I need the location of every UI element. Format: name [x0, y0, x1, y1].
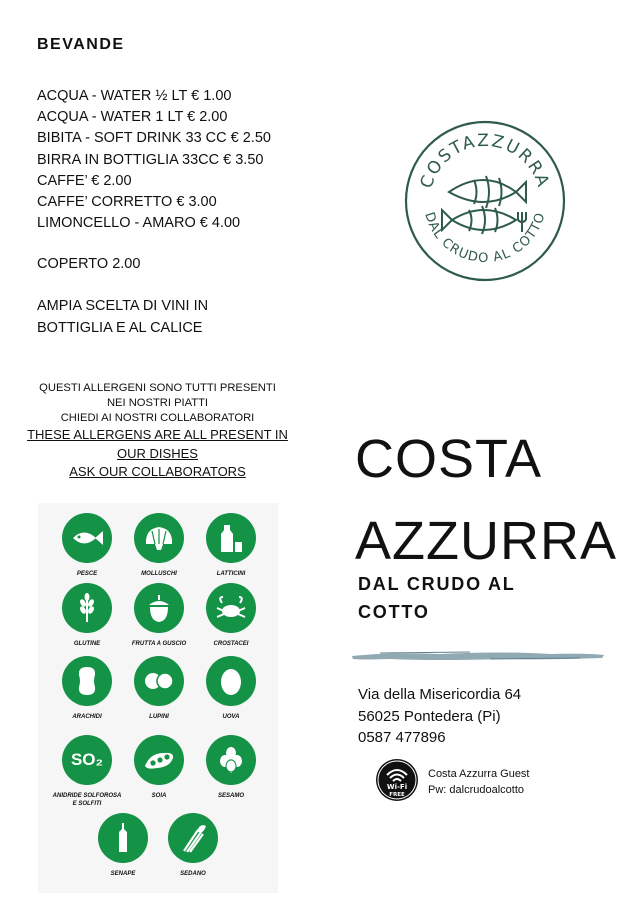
notice-line: ASK OUR COLLABORATORS	[69, 464, 246, 479]
allergen-soia	[124, 735, 194, 801]
allergen-solfiti	[52, 735, 122, 808]
allergen-label: FRUTTA A GUSCIO	[131, 641, 187, 647]
allergen-label: SEDANO	[180, 871, 206, 877]
allergen-label: UOVA	[222, 714, 240, 720]
allergen-circle	[62, 735, 112, 785]
egg-icon	[220, 666, 242, 696]
address-city: 56025 Pontedera (Pi)	[358, 707, 501, 725]
mustard-icon	[115, 822, 131, 854]
allergen-label: SENAPE	[110, 871, 136, 877]
wifi-icon	[376, 759, 418, 801]
allergen-pesce	[52, 513, 122, 579]
allergen-label: PESCE	[76, 571, 98, 577]
allergen-label: CROSTACEI	[213, 641, 249, 647]
allergen-lupini	[124, 656, 194, 722]
drinks-list	[37, 86, 271, 234]
wine-note-line: AMPIA SCELTA DI VINI IN	[37, 298, 209, 314]
notice-line: NEI NOSTRI PIATTI	[106, 397, 209, 410]
allergen-circle	[206, 735, 256, 785]
restaurant-name-line: COSTA	[355, 429, 543, 489]
allergen-circle	[168, 813, 218, 863]
drink-item: BIBITA - SOFT DRINK 33 CC € 2.50	[37, 130, 271, 147]
address-street: Via della Misericordia 64	[358, 686, 522, 703]
milk-icon	[219, 523, 243, 553]
so2-icon: SO₂	[70, 750, 104, 769]
nut-icon	[146, 593, 172, 623]
allergen-label: ANIDRIDE SOLFOROSA E SOLFITI	[52, 793, 122, 807]
allergen-label: SESAMO	[217, 793, 244, 799]
allergen-label: LUPINI	[149, 714, 169, 720]
crab-icon	[214, 595, 248, 621]
allergen-circle	[206, 583, 256, 633]
allergen-circle	[62, 513, 112, 563]
allergen-senape	[88, 813, 158, 879]
allergen-circle	[134, 656, 184, 706]
allergen-sedano	[158, 813, 228, 879]
address-block	[358, 684, 521, 749]
wheat-icon	[76, 592, 98, 624]
allergen-arachidi	[52, 656, 122, 722]
allergen-label: ARACHIDI	[72, 714, 102, 720]
allergen-notice-italian	[20, 381, 295, 427]
allergen-molluschi	[124, 513, 194, 579]
lupin-icon	[143, 669, 175, 693]
allergen-label: LATTICINI	[216, 571, 246, 577]
wifi-badge-bottom: FREE	[389, 792, 405, 798]
wifi-password: Pw: dalcrudoalcotto	[428, 783, 524, 796]
logo-top-text: COSTAZZURRA	[416, 130, 554, 191]
drink-item: BIRRA IN BOTTIGLIA 33CC € 3.50	[37, 151, 264, 168]
allergen-label: MOLLUSCHI	[141, 571, 177, 577]
drink-item: ACQUA - WATER 1 LT € 2.00	[37, 109, 228, 126]
notice-line: THESE ALLERGENS ARE ALL PRESENT IN	[27, 427, 288, 442]
drink-item: CAFFE’ CORRETTO € 3.00	[37, 194, 217, 211]
restaurant-name	[355, 418, 617, 582]
soy-icon	[142, 749, 176, 771]
drink-item: LIMONCELLO - AMARO € 4.00	[37, 215, 241, 232]
phone-number: 0587 477896	[358, 729, 446, 746]
fish-icon	[70, 527, 104, 549]
allergen-circle	[206, 513, 256, 563]
allergen-sesamo	[196, 735, 266, 801]
allergen-uova	[196, 656, 266, 722]
tagline-line: DAL CRUDO AL	[358, 574, 516, 594]
drink-item: CAFFE’ € 2.00	[37, 172, 132, 189]
allergen-circle	[62, 656, 112, 706]
allergen-circle	[206, 656, 256, 706]
cover-charge: COPERTO 2.00	[37, 256, 141, 272]
tagline-line: COTTO	[358, 602, 430, 622]
allergen-frutta-a-guscio	[124, 583, 194, 649]
costazzurra-logo	[404, 120, 566, 282]
allergen-notice-english	[20, 426, 295, 482]
wine-note-line: BOTTIGLIA E AL CALICE	[37, 319, 203, 336]
allergen-label: GLUTINE	[73, 641, 101, 647]
notice-line: QUESTI ALLERGENI SONO TUTTI PRESENTI	[39, 382, 276, 394]
brush-stroke-divider	[350, 648, 606, 664]
allergen-circle	[134, 583, 184, 633]
logo-bottom-text: DAL CRUDO AL COTTO	[421, 210, 549, 267]
allergen-glutine	[52, 583, 122, 649]
restaurant-name-line: AZZURRA	[355, 511, 617, 571]
peanut-icon	[76, 665, 98, 697]
wifi-network: Costa Azzurra Guest	[428, 768, 530, 780]
allergen-grid	[38, 503, 278, 893]
wifi-badge	[376, 759, 418, 801]
drink-item: ACQUA - WATER ½ LT € 1.00	[37, 88, 232, 104]
tagline	[358, 570, 516, 626]
wine-note	[37, 296, 257, 339]
fish-icon	[442, 176, 526, 234]
sesame-icon	[216, 745, 246, 775]
shell-icon	[144, 524, 174, 552]
notice-line: OUR DISHES	[117, 445, 198, 461]
allergen-circle	[62, 583, 112, 633]
allergen-circle	[98, 813, 148, 863]
allergen-circle	[134, 735, 184, 785]
notice-line: CHIEDI AI NOSTRI COLLABORATORI	[60, 412, 255, 425]
allergen-circle	[134, 513, 184, 563]
celery-icon	[178, 822, 208, 854]
allergen-label: SOIA	[151, 793, 167, 799]
drinks-heading: BEVANDE	[37, 36, 125, 53]
wifi-info	[428, 767, 530, 798]
allergen-crostacei	[196, 583, 266, 649]
wifi-badge-top: Wi-Fi	[386, 783, 408, 791]
allergen-latticini	[196, 513, 266, 579]
